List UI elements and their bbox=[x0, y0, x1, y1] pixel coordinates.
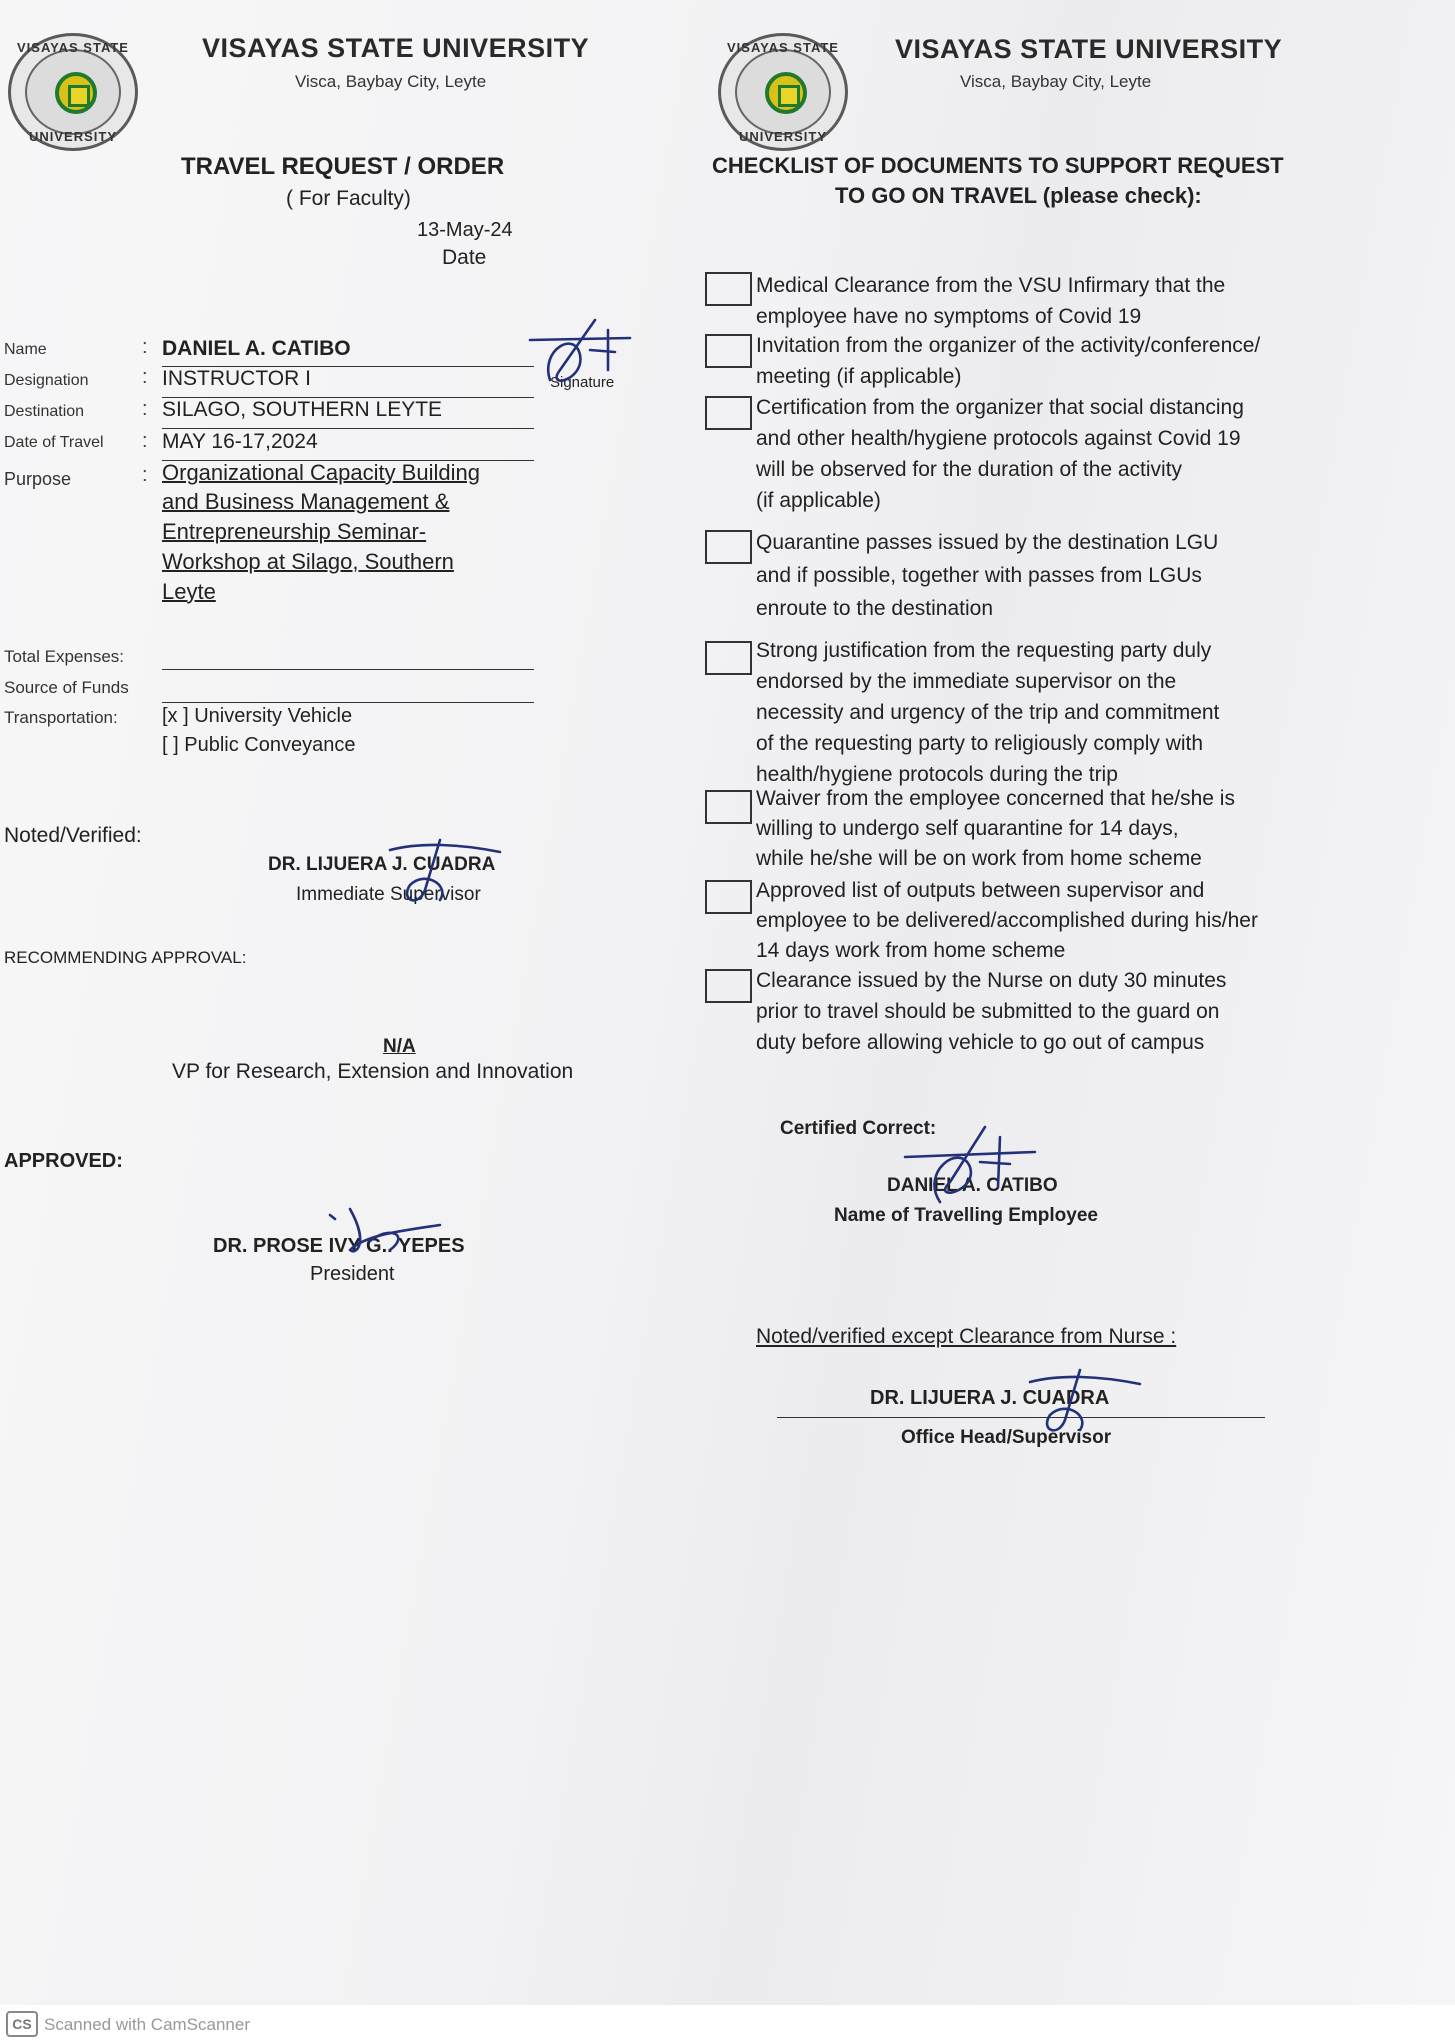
approved-label: APPROVED: bbox=[4, 1150, 123, 1172]
university-seal-right: VISAYAS STATE UNIVERSITY bbox=[718, 33, 848, 151]
source-of-funds-label: Source of Funds bbox=[4, 678, 129, 697]
field-label-destination: Destination bbox=[4, 403, 85, 420]
travel-request-subtitle: ( For Faculty) bbox=[286, 187, 411, 210]
total-expenses-label: Total Expenses: bbox=[4, 647, 125, 666]
date-label: Date bbox=[442, 246, 487, 269]
checklist-item-7: Approved list of outputs between supervisor and employee to be delivered/accomplished during his/her 14 days work from home scheme bbox=[756, 879, 1258, 962]
supervisor-signature-1 bbox=[380, 830, 510, 910]
purpose-line-2: and Business Management & bbox=[162, 489, 450, 514]
checkbox-invitation[interactable] bbox=[705, 334, 752, 368]
employee-signature-2 bbox=[900, 1112, 1040, 1222]
checklist-item-3: Certification from the organizer that social distancing and other health/hygiene protocols against Covid 19 will be observed for the duration of the activity (if applicable) bbox=[756, 396, 1244, 512]
field-label-name: Name bbox=[4, 341, 47, 358]
checkbox-nurse-clearance[interactable] bbox=[705, 969, 752, 1003]
office-head-title: Office Head/Supervisor bbox=[901, 1427, 1112, 1448]
employee-title: Name of Travelling Employee bbox=[834, 1205, 1098, 1226]
checkbox-strong-justification[interactable] bbox=[705, 641, 752, 675]
noted-verified-label: Noted/Verified: bbox=[4, 824, 142, 847]
travel-request-title: TRAVEL REQUEST / ORDER bbox=[181, 153, 505, 180]
recommending-name: N/A bbox=[383, 1036, 416, 1057]
supervisor-title: Immediate Supervisor bbox=[296, 884, 481, 905]
transport-public-conveyance: [ ] Public Conveyance bbox=[162, 734, 356, 756]
camscanner-logo: CS bbox=[6, 2011, 38, 2037]
university-name-left: VISAYAS STATE UNIVERSITY bbox=[202, 33, 590, 63]
scanner-footer bbox=[0, 2005, 1455, 2044]
employee-signature-1 bbox=[520, 310, 640, 400]
purpose-line-3: Entrepreneurship Seminar- bbox=[162, 519, 427, 544]
checklist-item-6: Waiver from the employee concerned that he/she is willing to undergo self quarantine for 14 days, while he/she will be on work from home scheme bbox=[756, 787, 1235, 870]
checklist-item-4: Quarantine passes issued by the destination LGU and if possible, together with passes from LGUs enroute to the destination bbox=[756, 531, 1219, 620]
checkbox-medical-clearance[interactable] bbox=[705, 272, 752, 306]
checkbox-certification[interactable] bbox=[705, 396, 752, 430]
field-value-date-of-travel: MAY 16-17,2024 bbox=[162, 430, 534, 461]
field-label-date-of-travel: Date of Travel bbox=[4, 434, 104, 451]
university-address-right: Visca, Baybay City, Leyte bbox=[960, 72, 1152, 91]
university-address-left: Visca, Baybay City, Leyte bbox=[295, 72, 487, 91]
certified-correct-label: Certified Correct: bbox=[780, 1118, 937, 1139]
office-head-name: DR. LIJUERA J. CUADRA bbox=[870, 1387, 1110, 1409]
checkbox-approved-outputs[interactable] bbox=[705, 880, 752, 914]
university-name-right: VISAYAS STATE UNIVERSITY bbox=[895, 34, 1283, 64]
field-value-destination: SILAGO, SOUTHERN LEYTE bbox=[162, 398, 534, 429]
source-of-funds-line bbox=[162, 672, 534, 703]
checkbox-quarantine-passes[interactable] bbox=[705, 530, 752, 564]
checklist-item-1: Medical Clearance from the VSU Infirmary that the employee have no symptoms of Covid 19 bbox=[756, 274, 1226, 328]
total-expenses-line bbox=[162, 640, 534, 670]
camscanner-text: Scanned with CamScanner bbox=[44, 2015, 251, 2034]
president-name: DR. PROSE IVY G.. YEPES bbox=[213, 1235, 465, 1257]
recommending-title: VP for Research, Extension and Innovation bbox=[172, 1060, 574, 1083]
checkbox-waiver[interactable] bbox=[705, 790, 752, 824]
office-head-signature bbox=[1020, 1360, 1150, 1440]
recommending-approval-label: RECOMMENDING APPROVAL: bbox=[4, 948, 247, 967]
field-label-purpose: Purpose bbox=[4, 469, 72, 489]
employee-name: DANIEL A. CATIBO bbox=[887, 1175, 1058, 1196]
supervisor-name: DR. LIJUERA J. CUADRA bbox=[268, 854, 496, 875]
checklist-title-line2: TO GO ON TRAVEL (please check): bbox=[835, 183, 1202, 208]
checklist-item-8: Clearance issued by the Nurse on duty 30 minutes prior to travel should be submitted to the guard on duty before allowing vehicle to go out of campus bbox=[756, 969, 1227, 1054]
purpose-line-4: Workshop at Silago, Southern bbox=[162, 549, 454, 574]
president-title: President bbox=[310, 1263, 395, 1285]
field-value-name: DANIEL A. CATIBO bbox=[162, 337, 534, 367]
noted-except-nurse: Noted/verified except Clearance from Nurse : bbox=[756, 1325, 1177, 1348]
university-seal-left: VISAYAS STATE UNIVERSITY bbox=[8, 33, 138, 151]
checklist-item-5: Strong justification from the requesting party duly endorsed by the immediate supervisor on the necessity and urgency of the trip and commitment of the requesting party to religiously comply with health/hygiene protocols during the trip bbox=[756, 639, 1220, 786]
checklist-item-2: Invitation from the organizer of the activity/conference/ meeting (if applicable) bbox=[756, 334, 1261, 388]
transportation-label: Transportation: bbox=[4, 708, 118, 727]
transport-university-vehicle: [x ] University Vehicle bbox=[162, 705, 353, 727]
purpose-line-5: Leyte bbox=[162, 579, 216, 604]
request-date: 13-May-24 bbox=[417, 219, 513, 241]
purpose-line-1: Organizational Capacity Building bbox=[162, 460, 480, 485]
signature-label: Signature bbox=[550, 374, 615, 391]
checklist-title-line1: CHECKLIST OF DOCUMENTS TO SUPPORT REQUEST bbox=[712, 153, 1284, 178]
president-signature bbox=[320, 1195, 450, 1265]
field-label-designation: Designation bbox=[4, 372, 89, 389]
field-value-designation: INSTRUCTOR I bbox=[162, 367, 534, 398]
